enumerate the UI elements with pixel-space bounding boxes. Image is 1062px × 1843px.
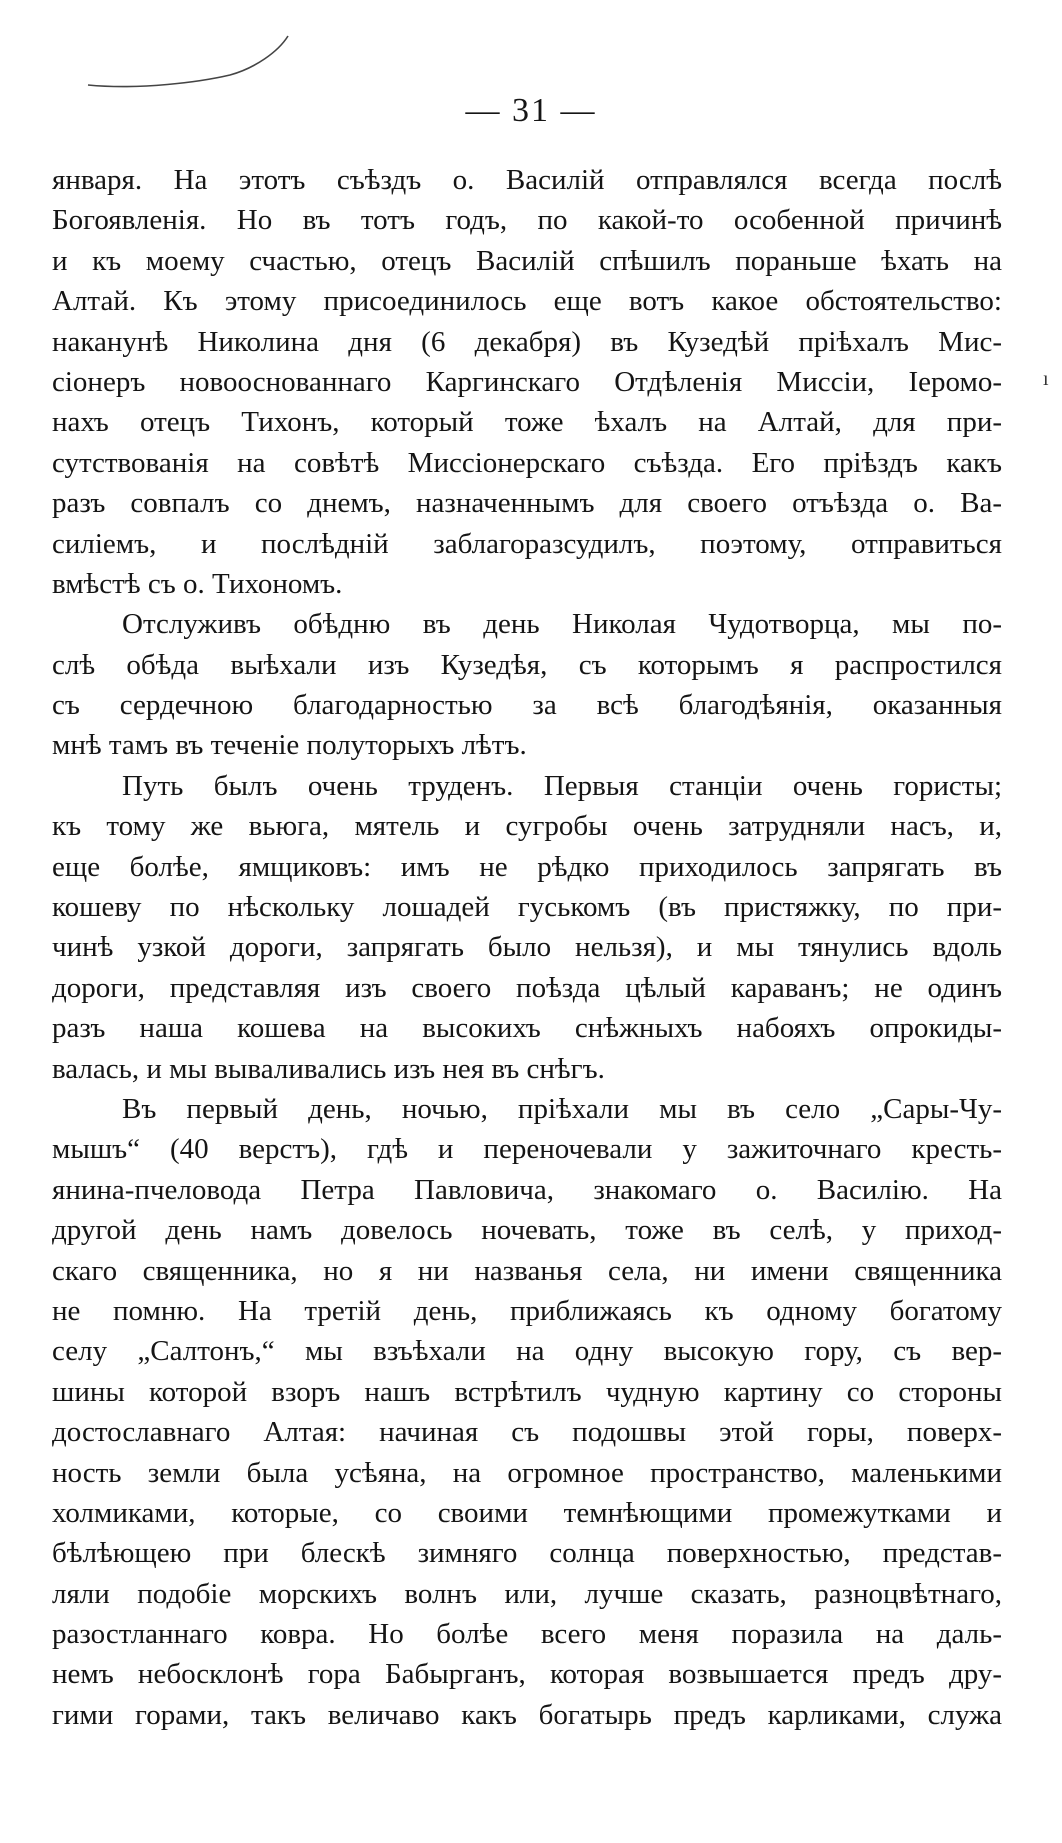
text-line: янина-пчеловода Петра Павловича, знакомаго о. Василію. На bbox=[52, 1173, 1002, 1206]
text-line: ляли подобіе морскихъ волнъ или, лучше сказать, разноцвѣтнаго, bbox=[52, 1577, 1002, 1610]
text-line: января. На этотъ съѣздъ о. Василій отправлялся всегда послѣ bbox=[52, 164, 1002, 196]
text-line: нахъ отецъ Тихонъ, который тоже ѣхалъ на Алтай, для при- bbox=[52, 406, 1002, 439]
text-line: дороги, представляя изъ своего поѣзда цѣлый караванъ; не одинъ bbox=[52, 971, 1002, 1004]
text-line: скаго священника, но я ни названья села, ни имени священника bbox=[52, 1254, 1002, 1287]
margin-mark: ı bbox=[1043, 368, 1049, 390]
text-line: Богоявленія. Но въ тотъ годъ, по какой-то особенной причинѣ bbox=[52, 204, 1002, 237]
text-line: шины которой взоръ нашъ встрѣтилъ чудную картину со стороны bbox=[52, 1375, 1002, 1408]
text-line: силіемъ, и послѣдній заблагоразсудилъ, поэтому, отправиться bbox=[52, 527, 1002, 560]
text-line: сіонеръ новооснованнаго Каргинскаго Отдѣленія Миссіи, Іеромо- bbox=[52, 365, 1002, 398]
body-text bbox=[52, 160, 1002, 1735]
text-line: Путь былъ очень труденъ. Первыя станціи очень гористы; bbox=[122, 769, 1002, 802]
text-line: гими горами, такъ величаво какъ богатырь предъ карликами, служа bbox=[52, 1698, 1002, 1731]
text-line: сутствованія на совѣтѣ Миссіонерскаго съѣзда. Его пріѣздъ какъ bbox=[52, 446, 1002, 479]
text-line: разъ совпалъ со днемъ, назначеннымъ для своего отъѣзда о. Ва- bbox=[52, 487, 1002, 520]
text-line: селу „Салтонъ,“ мы взъѣхали на одну высокую гору, съ вер- bbox=[52, 1335, 1002, 1368]
text-line: еще болѣе, ямщиковъ: имъ не рѣдко приходилось запрягать въ bbox=[52, 850, 1002, 883]
text-line: Отслуживъ обѣдню въ день Николая Чудотворца, мы по- bbox=[122, 608, 1002, 641]
text-line: холмиками, которые, со своими темнѣющими промежутками и bbox=[52, 1496, 1002, 1529]
text-line: мнѣ тамъ въ теченіе полуторыхъ лѣтъ. bbox=[52, 729, 527, 762]
text-line: бѣлѣющею при блескѣ зимняго солнца поверхностью, представ- bbox=[52, 1537, 1002, 1570]
text-line: разостланнаго ковра. Но болѣе всего меня поразила на даль- bbox=[52, 1618, 1002, 1651]
text-line: разъ наша кошева на высокихъ снѣжныхъ набояхъ опрокиды- bbox=[52, 1012, 1002, 1045]
pencil-mark-icon bbox=[80, 30, 300, 100]
text-line: и къ моему счастью, отецъ Василій спѣшилъ пораньше ѣхать на bbox=[52, 244, 1002, 277]
text-line: чинѣ узкой дороги, запрягать было нельзя), и мы тянулись вдоль bbox=[52, 931, 1002, 964]
text-line: мышъ“ (40 верстъ), гдѣ и переночевали у зажиточнаго кресть- bbox=[52, 1133, 1002, 1166]
text-line: къ тому же вьюга, мятель и сугробы очень затрудняли насъ, и, bbox=[52, 810, 1002, 843]
text-line: немъ небосклонѣ гора Бабырганъ, которая возвышается предъ дру- bbox=[52, 1658, 1002, 1691]
page-number: — 31 — bbox=[465, 92, 597, 129]
text-line: не помню. На третій день, приближаясь къ одному богатому bbox=[52, 1294, 1002, 1327]
text-line: Въ первый день, ночью, пріѣхали мы въ село „Сары-Чу- bbox=[122, 1092, 1002, 1125]
text-line: валась, и мы вываливались изъ нея въ снѣгъ. bbox=[52, 1052, 605, 1085]
text-line: слѣ обѣда выѣхали изъ Кузедѣя, съ которымъ я распростился bbox=[52, 648, 1002, 681]
text-line: съ сердечною благодарностью за всѣ благодѣянія, оказанныя bbox=[52, 689, 1002, 722]
text-line: ность земли была усѣяна, на огромное пространство, маленькими bbox=[52, 1456, 1002, 1489]
text-line: другой день намъ довелось ночевать, тоже въ селѣ, у приход- bbox=[52, 1214, 1002, 1247]
text-line: вмѣстѣ съ о. Тихономъ. bbox=[52, 567, 343, 600]
text-line: достославнаго Алтая: начиная съ подошвы этой горы, поверх- bbox=[52, 1416, 1002, 1449]
text-line: наканунѣ Николина дня (6 декабря) въ Кузедѣй пріѣхалъ Мис- bbox=[52, 325, 1002, 358]
text-line: Алтай. Къ этому присоединилось еще вотъ какое обстоятельство: bbox=[52, 285, 1002, 318]
text-line: кошеву по нѣскольку лошадей гуськомъ (въ пристяжку, по при- bbox=[52, 891, 1002, 924]
